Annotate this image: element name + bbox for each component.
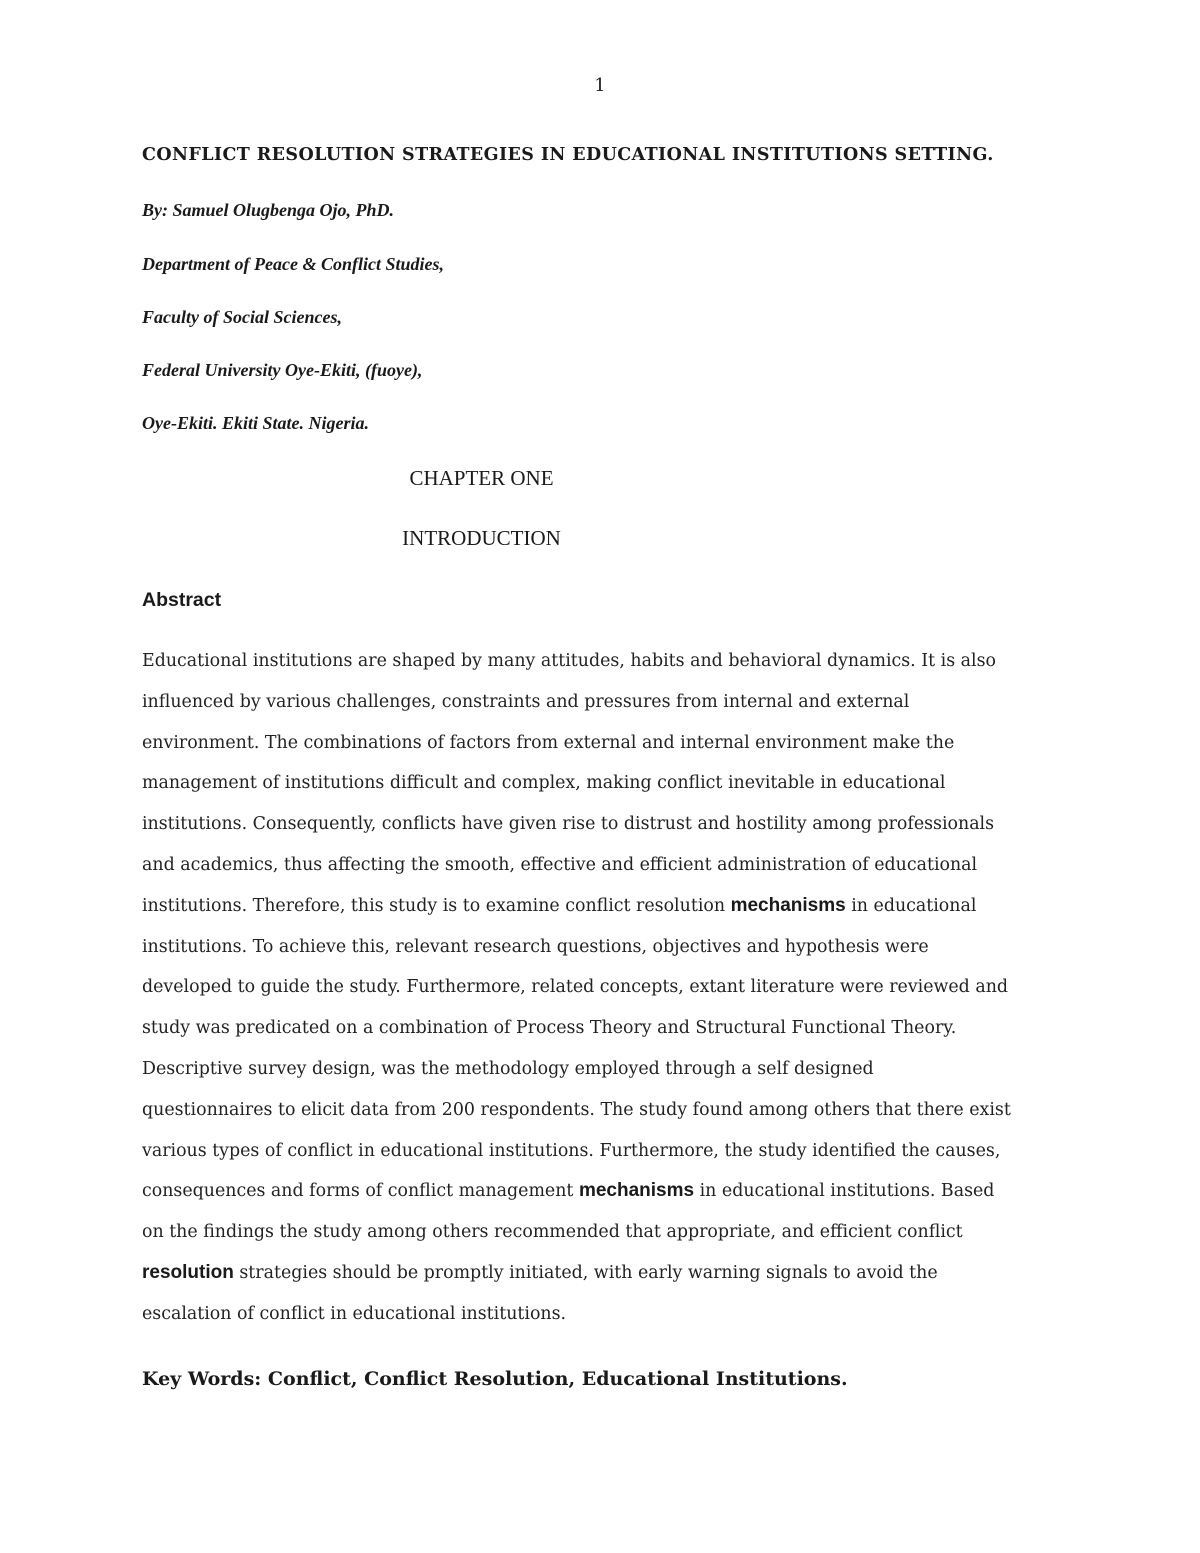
abstract-text: environment. The combinations of factors from external and internal environment make the — [142, 732, 955, 753]
keywords-line: Key Words: Conflict, Conflict Resolution, Educational Institutions. — [142, 1368, 848, 1390]
author-faculty: Faculty of Social Sciences, — [142, 307, 342, 327]
abstract-line — [142, 852, 977, 878]
abstract-text: and academics, thus affecting the smooth, effective and efficient administration of educational — [142, 855, 978, 875]
chapter-heading: CHAPTER ONE — [409, 466, 554, 490]
abstract-text: institutions. To achieve this, relevant research questions, objectives and hypothesis were — [142, 936, 929, 957]
abstract-heading: Abstract — [142, 589, 222, 611]
abstract-text: Descriptive survey design, was the methodology employed through a self designed — [142, 1059, 874, 1079]
author-university: Federal University Oye-Ekiti, (fuoye), — [142, 360, 423, 380]
abstract-text: questionnaires to elicit data from 200 respondents. The study found among others that there exist — [142, 1099, 1011, 1120]
abstract-line — [142, 648, 996, 674]
abstract-text: management of institutions difficult and complex, making conflict inevitable in educational — [142, 773, 946, 794]
abstract-bold-term: mechanisms — [578, 1180, 695, 1202]
abstract-line — [142, 1260, 938, 1286]
abstract-text: institutions. Consequently, conflicts have given rise to distrust and hostility among professionals — [142, 814, 995, 835]
abstract-line — [142, 689, 909, 715]
abstract-text: on the findings the study among others recommended that appropriate, and efficient conflict — [142, 1222, 963, 1243]
page-number: 1 — [594, 75, 606, 96]
document-title: CONFLICT RESOLUTION STRATEGIES IN EDUCATIONAL INSTITUTIONS SETTING. — [142, 145, 994, 165]
abstract-text: in educational — [845, 895, 977, 916]
abstract-line — [142, 1097, 1011, 1123]
section-heading: INTRODUCTION — [402, 526, 561, 550]
abstract-line — [142, 1301, 566, 1327]
abstract-line — [142, 974, 1008, 1000]
abstract-text: influenced by various challenges, constraints and pressures from internal and external — [142, 691, 910, 712]
abstract-line — [142, 770, 945, 796]
abstract-text: escalation of conflict in educational institutions. — [142, 1303, 567, 1324]
abstract-line — [142, 1056, 874, 1082]
abstract-text: various types of conflict in educational institutions. Furthermore, the study identified the causes, — [142, 1140, 1001, 1161]
abstract-line — [142, 1178, 994, 1204]
abstract-line — [142, 1015, 956, 1041]
abstract-text: strategies should be promptly initiated, with early warning signals to avoid the — [233, 1263, 938, 1283]
abstract-line — [142, 1219, 963, 1245]
author-byline: By: Samuel Olugbenga Ojo, PhD. — [142, 200, 395, 220]
abstract-text: developed to guide the study. Furthermore, related concepts, extant literature were reviewed and — [142, 977, 1009, 998]
abstract-text: institutions. Therefore, this study is to examine conflict resolution — [142, 895, 731, 916]
abstract-line — [142, 1138, 1000, 1164]
abstract-line — [142, 893, 976, 919]
author-department: Department of Peace & Conflict Studies, — [142, 254, 444, 274]
abstract-line — [142, 730, 954, 756]
abstract-bold-term: resolution — [142, 1262, 234, 1283]
abstract-text: Educational institutions are shaped by many attitudes, habits and behavioral dynamics. It is also — [142, 651, 996, 671]
author-location: Oye-Ekiti. Ekiti State. Nigeria. — [142, 413, 369, 433]
abstract-bold-term: mechanisms — [730, 894, 846, 916]
abstract-text: study was predicated on a combination of Process Theory and Structural Functional Theory. — [142, 1018, 957, 1039]
abstract-line — [142, 934, 929, 960]
abstract-text: in educational institutions. Based — [694, 1181, 995, 1202]
abstract-line — [142, 811, 994, 837]
abstract-text: consequences and forms of conflict management — [142, 1181, 579, 1202]
